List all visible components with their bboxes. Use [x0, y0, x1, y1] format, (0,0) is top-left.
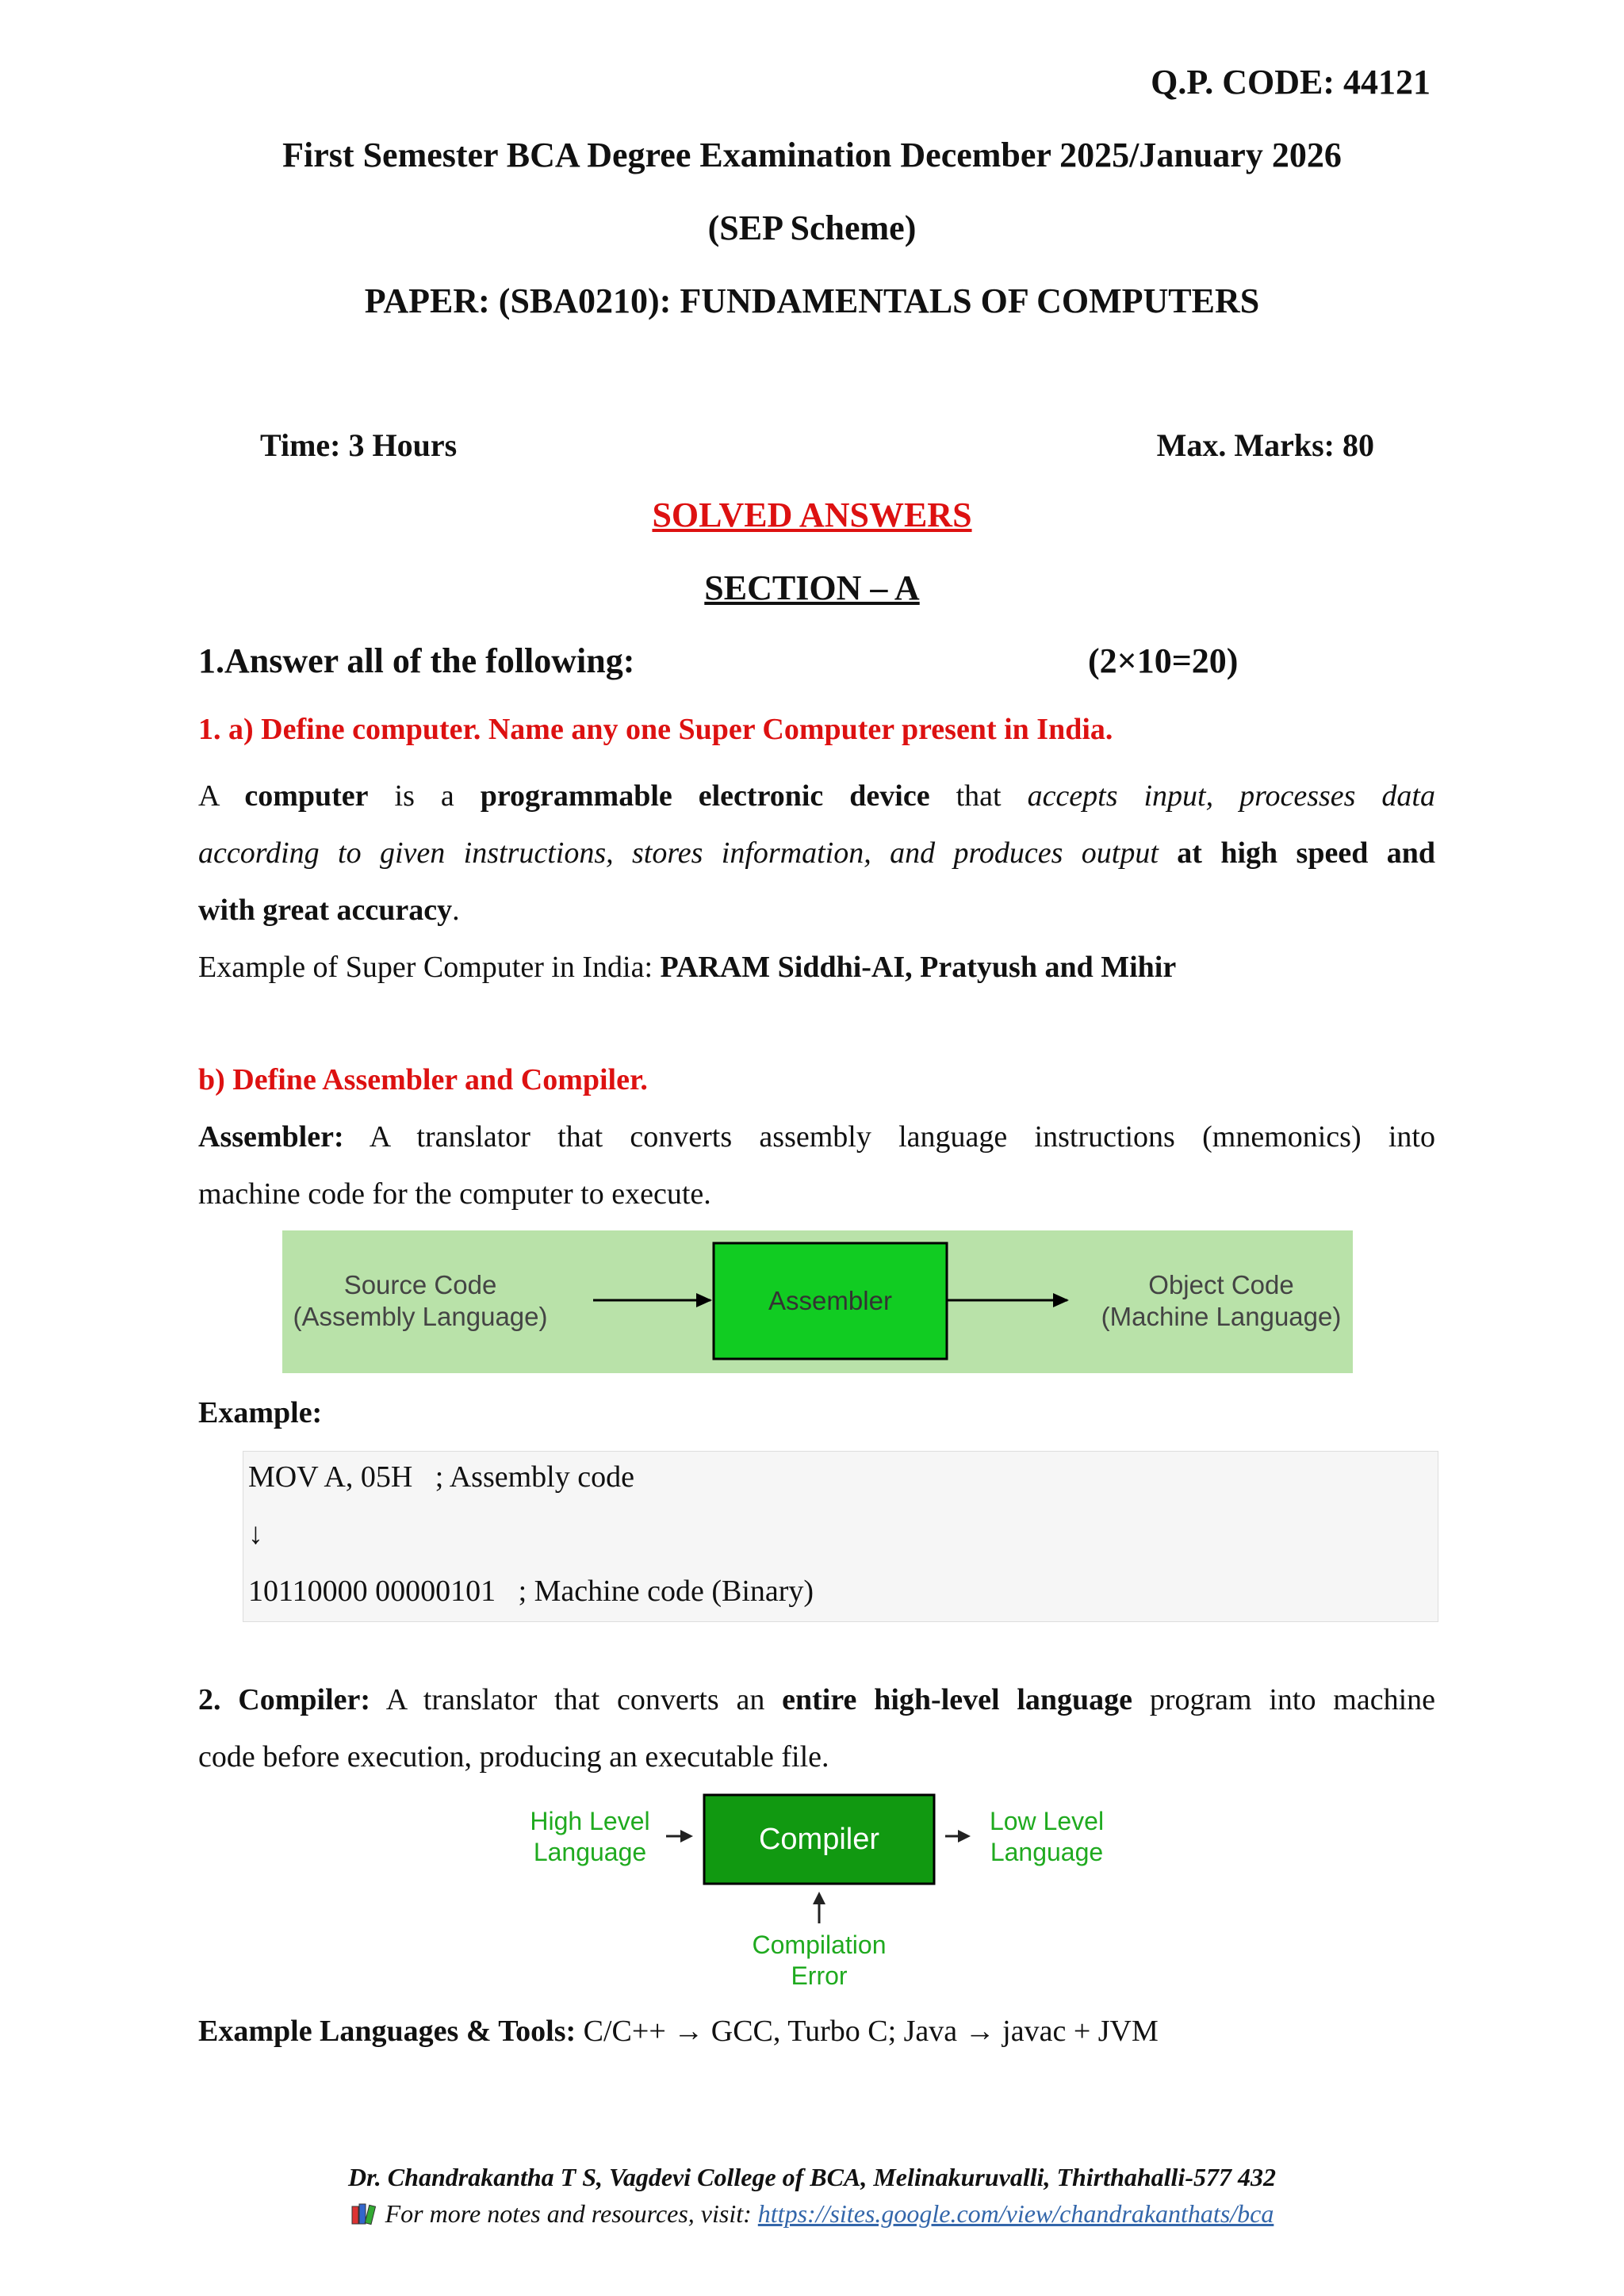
compiler-line2: code before execution, producing an executable file. [198, 1740, 829, 1774]
high-level-label: High Level [530, 1807, 650, 1835]
footer-visit: For more notes and resources, visit: https://sites.google.com/view/chandrakanthats/bca [0, 2199, 1624, 2229]
assembler-line2: machine code for the computer to execute. [198, 1177, 711, 1211]
code-example-box [243, 1451, 1438, 1622]
q1a-example: Example of Super Computer in India: PARAM Siddhi-AI, Pratyush and Mihir [198, 951, 1177, 984]
section-title: SECTION – A [704, 568, 920, 607]
source-code-label: Source Code [343, 1270, 497, 1299]
compilation-error-label: Compilation [752, 1931, 887, 1959]
compilation-error-sublabel: Error [791, 1961, 848, 1990]
footer-link[interactable]: https://sites.google.com/view/chandrakanthats/bca [757, 2199, 1274, 2228]
qp-code: Q.P. CODE: 44121 [1151, 63, 1431, 101]
q1b-title: b) Define Assembler and Compiler. [198, 1063, 648, 1096]
compiler-diagram [508, 1792, 1126, 2006]
solved-answers: SOLVED ANSWERS [652, 496, 972, 534]
compiler-line1: 2. Compiler: A translator that converts an entire high-level language program into machine [198, 1683, 1435, 1716]
q1a-line1: A computer is a programmable electronic device that accepts input, processes data [198, 779, 1435, 813]
arrow-head-5 [813, 1892, 825, 1904]
q1a-line2: according to given instructions, stores information, and produces output at high speed and [198, 836, 1435, 870]
object-code-label: Object Code [1148, 1270, 1294, 1299]
q1-heading: 1.Answer all of the following: [198, 641, 635, 680]
object-code-sublabel: (Machine Language) [1101, 1302, 1342, 1331]
tools-line: Example Languages & Tools: C/C++ → GCC, Turbo C; Java → javac + JVM [198, 2015, 1159, 2048]
scheme: (SEP Scheme) [707, 209, 917, 247]
max-marks: Max. Marks: 80 [1156, 427, 1374, 463]
footer-author: Dr. Chandrakantha T S, Vagdevi College of BCA, Melinakuruvalli, Thirthahalli-577 432 [348, 2163, 1276, 2191]
paper-title: PAPER: (SBA0210): FUNDAMENTALS OF COMPUTERS [364, 281, 1260, 320]
code-line-assembly: MOV A, 05H ; Assembly code [248, 1460, 634, 1494]
high-level-sublabel: Language [533, 1838, 647, 1866]
assembler-line1: Assembler: A translator that converts assembly language instructions (mnemonics) into [198, 1120, 1435, 1154]
q1-marks: (2×10=20) [1088, 641, 1239, 680]
q1a-line3: with great accuracy. [198, 894, 460, 927]
example-label: Example: [198, 1396, 323, 1429]
compiler-box-label: Compiler [758, 1823, 880, 1856]
assembler-box-label: Assembler [768, 1286, 892, 1315]
exam-title: First Semester BCA Degree Examination December 2025/January 2026 [282, 136, 1342, 174]
time: Time: 3 Hours [260, 427, 458, 463]
arrow-head-3 [680, 1830, 693, 1843]
code-line-binary: 10110000 00000101 ; Machine code (Binary) [248, 1575, 814, 1608]
q1a-title: 1. a) Define computer. Name any one Super Computer present in India. [198, 713, 1113, 746]
arrow-head-4 [958, 1830, 971, 1843]
source-code-sublabel: (Assembly Language) [293, 1302, 548, 1331]
books-icon [350, 2202, 379, 2225]
code-line-arrow: ↓ [248, 1517, 263, 1551]
low-level-sublabel: Language [990, 1838, 1104, 1866]
assembler-diagram [282, 1230, 1353, 1373]
low-level-label: Low Level [989, 1807, 1105, 1835]
